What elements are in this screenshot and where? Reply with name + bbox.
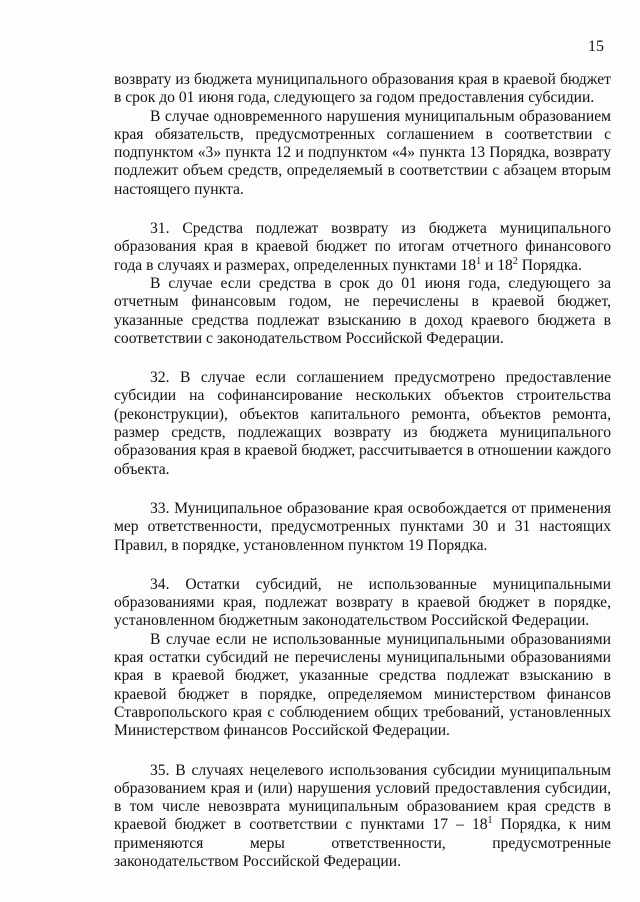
paragraph-gap — [114, 348, 611, 369]
paragraph-34-unused-balances: В случае если не использованные муниципальными образованиями края остатки субсидий не перечислены муниципальными образованиями края в краевой бюджет, указанные средства подлежат взысканию в краевой бюджет в порядке, определяемом министерством финансов Ставропольского края с соблюдением общих требований, установленных Министерством финансов Российской Федерации. — [114, 630, 611, 740]
paragraph-32: 32. В случае если соглашением предусмотрено предоставление субсидии на софинансирование нескольких объектов строительства (реконструкции), объектов капитального ремонта, объектов ремонта, размер средств, подлежащих возврату из бюджета муниципального образования края в краевой бюджет, рассчитывается в отношении каждого объекта. — [114, 369, 611, 478]
document-body — [114, 71, 611, 871]
paragraph-33: 33. Муниципальное образование края освобождается от применения мер ответственности, предусмотренных пунктами 30 и 31 настоящих Правил, в порядке, установленном пунктом 19 Порядка. — [114, 499, 611, 554]
page-number: 15 — [588, 38, 604, 55]
superscript: 2 — [512, 255, 518, 267]
paragraph-return-deadline: возврату из бюджета муниципального образования края в краевой бюджет в срок до 01 июня года, следующего за годом предоставления субсидии. — [114, 71, 611, 107]
paragraph-simultaneous-violation: В случае одновременного нарушения муниципальным образованием края обязательств, предусмотренных соглашением в соответствии с подпунктом «3» пункта 12 и подпунктом «4» пункта 13 Порядка, возврату подлежит объем средств, определяемый в соответствии с абзацем вторым настоящего пункта. — [114, 107, 611, 198]
superscript: 1 — [487, 815, 493, 827]
paragraph-31: 31. Средства подлежат возврату из бюджета муниципального образования края в краевой бюджет по итогам отчетного финансового года в случаях и размерах, определенных пунктами $18^1$ и $18^2$ Порядка. — [114, 220, 611, 274]
paragraph-gap — [114, 555, 611, 576]
paragraph-gap — [114, 741, 611, 762]
paragraph-34: 34. Остатки субсидий, не использованные муниципальными образованиями края, подлежат возврату в краевой бюджет в порядке, установленном бюджетным законодательством Российской Федерации. — [114, 575, 611, 630]
superscript: 1 — [476, 255, 482, 267]
paragraph-35: 35. В случаях нецелевого использования субсидии муниципальным образованием края и (или) нарушения условий предоставления субсидии, в том числе невозврата муниципальным образованием края средств в краевой бюджет в соответствии с пунктами $17 - 18^1$ Порядка, к ним применяются меры ответственности, предусмотренные законодательством Российской Федерации. — [114, 761, 611, 870]
paragraph-gap — [114, 199, 611, 220]
paragraph-gap — [114, 479, 611, 500]
paragraph-31-recovery: В случае если средства в срок до 01 июня года, следующего за отчетным финансовым годом, не перечислены в краевой бюджет, указанные средства подлежат взысканию в доход краевого бюджета в соответствии с законодательством Российской Федерации. — [114, 274, 611, 347]
